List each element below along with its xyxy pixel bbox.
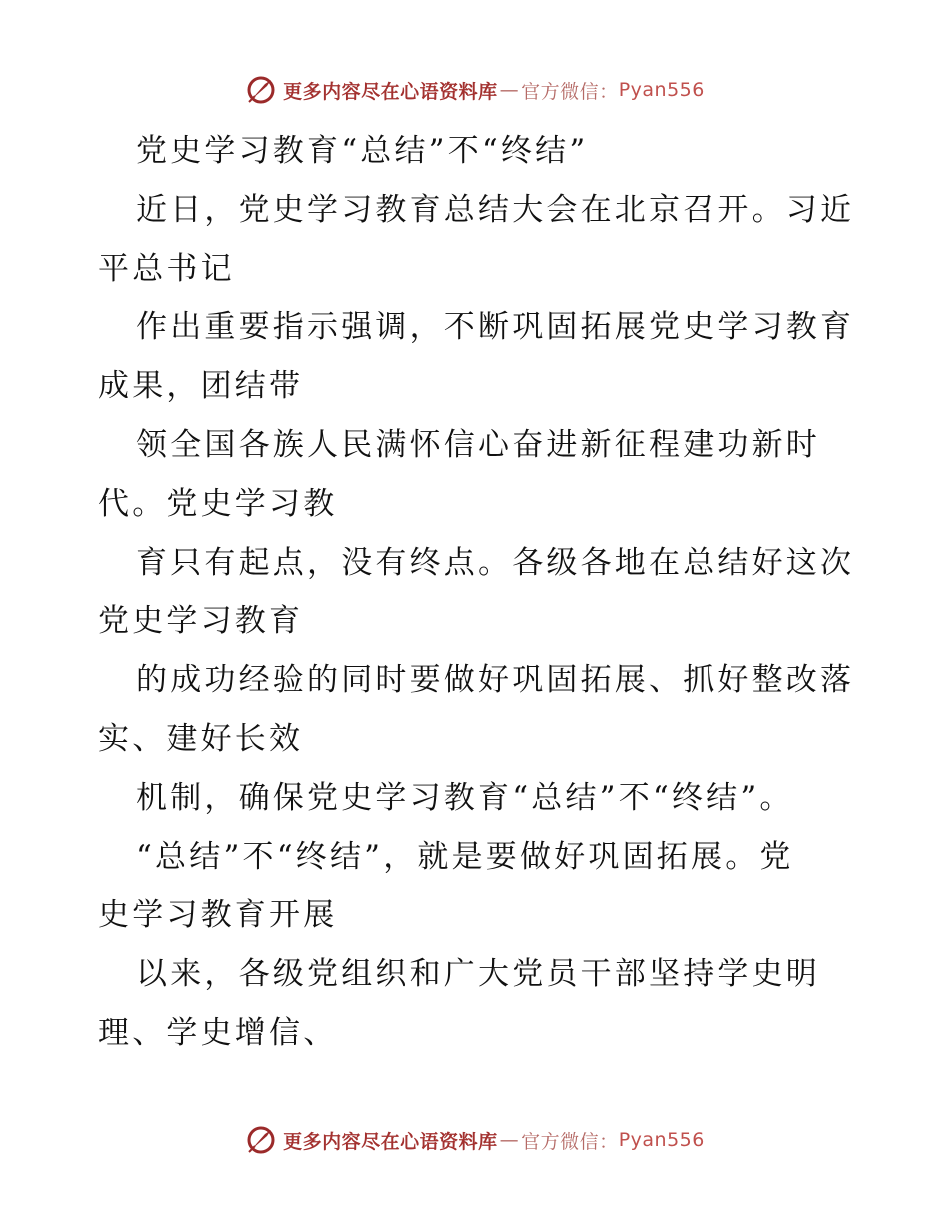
quill-pen-logo-icon [245,1124,277,1156]
text-line: 近日，党史学习教育总结大会在北京召开。习近 [136,191,855,228]
watermark-text: 更多内容尽在心语资料库 [283,80,498,103]
watermark-separator: — [499,1129,520,1151]
text-line: 机制，确保党史学习教育“总结”不“终结”。 [136,779,794,816]
text-line: 实、建好长效 [98,720,304,757]
watermark-text: 更多内容尽在心语资料库 [283,1130,498,1153]
text-line: 育只有起点，没有终点。各级各地在总结好这次 [136,544,855,581]
document-body [98,122,858,1063]
watermark-wechat-id: Pyan556 [618,79,705,101]
text-line: 史学习教育开展 [98,897,338,934]
text-line: 领全国各族人民满怀信心奋进新征程建功新时 [136,426,820,463]
header-watermark [0,70,950,110]
text-line: 作出重要指示强调，不断巩固拓展党史学习教育 [136,309,855,346]
text-line: 党史学习教育 [98,603,304,640]
text-line: 代。党史学习教 [98,485,338,522]
text-line: 成果，团结带 [98,368,304,405]
text-line: 平总书记 [98,250,235,287]
watermark-separator: — [499,79,520,101]
text-line: “总结”不“终结”，就是要做好巩固拓展。党 [136,838,794,875]
watermark-wechat-id: Pyan556 [618,1129,705,1151]
text-line: 的成功经验的同时要做好巩固拓展、抓好整改落 [136,662,855,699]
text-line: 以来，各级党组织和广大党员干部坚持学史明 [136,956,820,993]
watermark-label: 官方微信： [521,80,619,103]
quill-pen-logo-icon [245,74,277,106]
footer-watermark [0,1120,950,1160]
text-line: 理、学史增信、 [98,1014,338,1051]
document-title: 党史学习教育“总结”不“终结” [136,133,589,169]
watermark-label: 官方微信： [521,1130,619,1153]
